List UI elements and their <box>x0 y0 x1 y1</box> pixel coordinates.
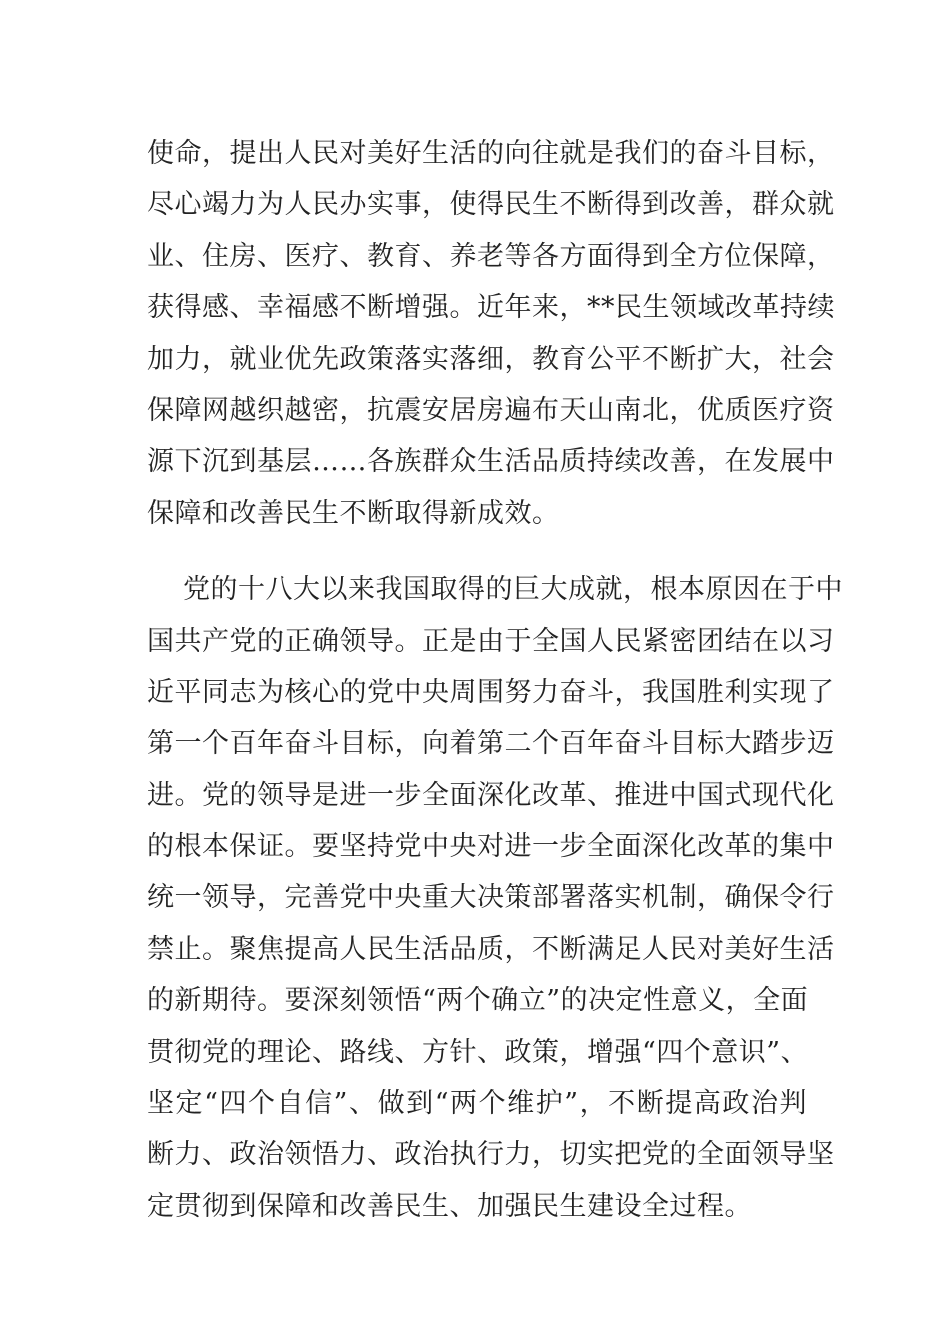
paragraph-1 <box>147 128 835 539</box>
text-line: 尽心竭力为人民办实事，使得民生不断得到改善，群众就 <box>147 189 835 221</box>
text-line: 第一个百年奋斗目标，向着第二个百年奋斗目标大踏步迈 <box>147 728 835 760</box>
text-line: 获得感、幸福感不断增强。近年来，**民生领域改革持续 <box>147 292 835 324</box>
text-line: 统一领导，完善党中央重大决策部署落实机制，确保令行 <box>147 882 835 914</box>
text-line: 贯彻党的理论、路线、方针、政策，增强“四个意识”、 <box>147 1036 809 1068</box>
text-line: 进。党的领导是进一步全面深化改革、推进中国式现代化 <box>147 779 835 811</box>
text-line: 保障网越织越密，抗震安居房遍布天山南北，优质医疗资 <box>147 394 835 426</box>
paragraph-2 <box>147 564 843 1232</box>
document-body <box>147 128 843 1232</box>
text-line: 国共产党的正确领导。正是由于全国人民紧密团结在以习 <box>147 625 835 657</box>
text-line: 业、住房、医疗、教育、养老等各方面得到全方位保障， <box>147 240 835 272</box>
text-line: 近平同志为核心的党中央周围努力奋斗，我国胜利实现了 <box>147 676 835 708</box>
text-line: 保障和改善民生不断取得新成效。 <box>147 497 560 529</box>
text-line: 断力、政治领悟力、政治执行力，切实把党的全面领导坚 <box>147 1139 835 1171</box>
text-line: 的根本保证。要坚持党中央对进一步全面深化改革的集中 <box>147 831 835 863</box>
text-line: 使命，提出人民对美好生活的向往就是我们的奋斗目标， <box>147 138 835 169</box>
text-line: 的新期待。要深刻领悟“两个确立”的决定性意义，全面 <box>147 985 809 1017</box>
text-line: 源下沉到基层……各族群众生活品质持续改善，在发展中 <box>147 446 835 478</box>
paragraph-spacer <box>147 539 807 564</box>
text-line: 坚定“四个自信”、做到“两个维护”，不断提高政治判 <box>147 1088 807 1120</box>
text-line: 禁止。聚焦提高人民生活品质，不断满足人民对美好生活 <box>147 933 835 965</box>
text-line: 党的十八大以来我国取得的巨大成就，根本原因在于中 <box>183 574 843 606</box>
text-line: 加力，就业优先政策落实落细，教育公平不断扩大，社会 <box>147 343 835 375</box>
text-line: 定贯彻到保障和改善民生、加强民生建设全过程。 <box>147 1190 752 1222</box>
